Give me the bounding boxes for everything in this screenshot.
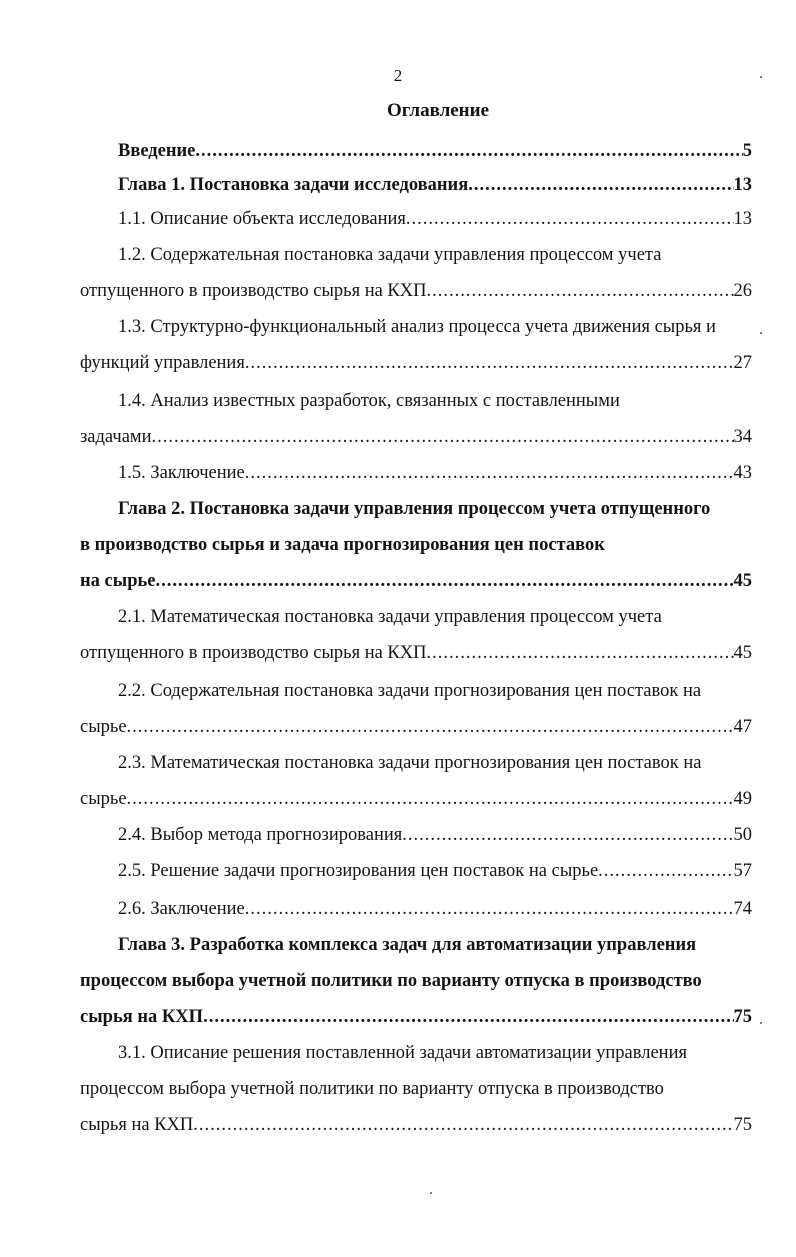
dot-leader [127,786,734,812]
dot-leader [245,460,734,486]
toc-entry-1-4 [80,424,752,450]
toc-page-number: 45 [733,643,752,663]
toc-entry-chapter-1 [80,172,752,198]
toc-entry-2-6 [80,896,752,922]
toc-entry-1-2 [80,278,752,304]
toc-page-number: 27 [733,353,752,373]
dot-leader [127,714,734,740]
toc-page-number: 43 [733,463,752,483]
toc-entry-text: 2.6. Заключение [118,899,245,919]
toc-entry-text: отпущенного в производство сырья на КХП [80,643,427,663]
toc-page-number: 57 [733,861,752,881]
toc-entry-text: сырья на КХП [80,1115,194,1135]
toc-entry-chapter-3-line2: процессом выбора учетной политики по варианту отпуска в производство [80,971,702,991]
toc-entry-chapter-2-line2: в производство сырья и задача прогнозирования цен поставок [80,535,605,555]
page-number: 2 [393,66,403,85]
toc-page-number: 74 [733,899,752,919]
toc-entry-text: Глава 1. Постановка задачи исследования [118,175,469,195]
dot-leader [427,278,734,304]
toc-entry-text: сырья на КХП [80,1007,204,1027]
toc-entry-1-2-line1: 1.2. Содержательная постановка задачи управления процессом учета [118,245,662,265]
toc-entry-2-2 [80,714,752,740]
toc-entry-chapter-2-line1: Глава 2. Постановка задачи управления процессом учета отпущенного [118,499,711,519]
toc-entry-text: функций управления [80,353,245,373]
toc-title: Оглавление [386,100,490,121]
toc-entry-2-1 [80,640,752,666]
dot-leader [427,640,734,666]
toc-entry-text: задачами [80,427,152,447]
toc-entry-text: сырье [80,789,127,809]
toc-page-number: 26 [733,281,752,301]
toc-entry-intro [80,138,752,164]
toc-entry-text: на сырье [80,571,156,591]
toc-entry-3-1 [80,1112,752,1138]
toc-entry-2-4 [80,822,752,848]
dot-leader [468,172,733,198]
toc-entry-text: 2.5. Решение задачи прогнозирования цен поставок на сырье [118,861,599,881]
toc-entry-1-3-line1: 1.3. Структурно-функциональный анализ процесса учета движения сырья и [118,317,716,337]
toc-page-number: 47 [733,717,752,737]
scan-speck [760,1022,762,1024]
toc-page-number: 45 [733,571,752,591]
toc-entry-text: сырье [80,717,127,737]
dot-leader [245,350,734,376]
toc-entry-2-5 [80,858,752,884]
dot-leader [406,206,734,232]
toc-entry-1-5 [80,460,752,486]
scan-speck [760,332,762,334]
toc-entry-1-3 [80,350,752,376]
toc-entry-2-2-line1: 2.2. Содержательная постановка задачи прогнозирования цен поставок на [118,681,702,701]
toc-entry-text: 2.4. Выбор метода прогнозирования [118,825,403,845]
dot-leader [402,822,733,848]
toc-entry-2-1-line1: 2.1. Математическая постановка задачи управления процессом учета [118,607,662,627]
toc-page-number: 13 [733,175,752,195]
toc-entry-2-3-line1: 2.3. Математическая постановка задачи прогнозирования цен поставок на [118,753,702,773]
toc-entry-text: отпущенного в производство сырья на КХП [80,281,427,301]
toc-page-number: 34 [733,427,752,447]
toc-entry-3-1-line1: 3.1. Описание решения поставленной задачи автоматизации управления [118,1043,687,1063]
toc-entry-text: 1.5. Заключение [118,463,245,483]
toc-page-number: 49 [733,789,752,809]
toc-entry-1-4-line1: 1.4. Анализ известных разработок, связанных с поставленными [118,391,620,411]
toc-entry-text: Введение [118,141,196,161]
dot-leader [245,896,734,922]
toc-page-number: 50 [733,825,752,845]
scan-speck [760,76,762,78]
dot-leader [155,568,733,594]
toc-page-number: 13 [733,209,752,229]
toc-entry-3-1-line2: процессом выбора учетной политики по варианту отпуска в производство [80,1079,664,1099]
toc-entry-chapter-3 [80,1004,752,1030]
scan-speck [430,1192,432,1194]
dot-leader [152,424,734,450]
toc-entry-text: 1.1. Описание объекта исследования [118,209,406,229]
toc-entry-1-1 [80,206,752,232]
dot-leader [193,1112,733,1138]
toc-page-number: 75 [733,1115,752,1135]
toc-entry-chapter-2 [80,568,752,594]
toc-entry-chapter-3-line1: Глава 3. Разработка комплекса задач для автоматизации управления [118,935,697,955]
dot-leader [203,1004,733,1030]
toc-entry-2-3 [80,786,752,812]
dot-leader [598,858,733,884]
toc-page-number: 5 [742,141,752,161]
dot-leader [195,138,742,164]
toc-page-number: 75 [733,1007,752,1027]
